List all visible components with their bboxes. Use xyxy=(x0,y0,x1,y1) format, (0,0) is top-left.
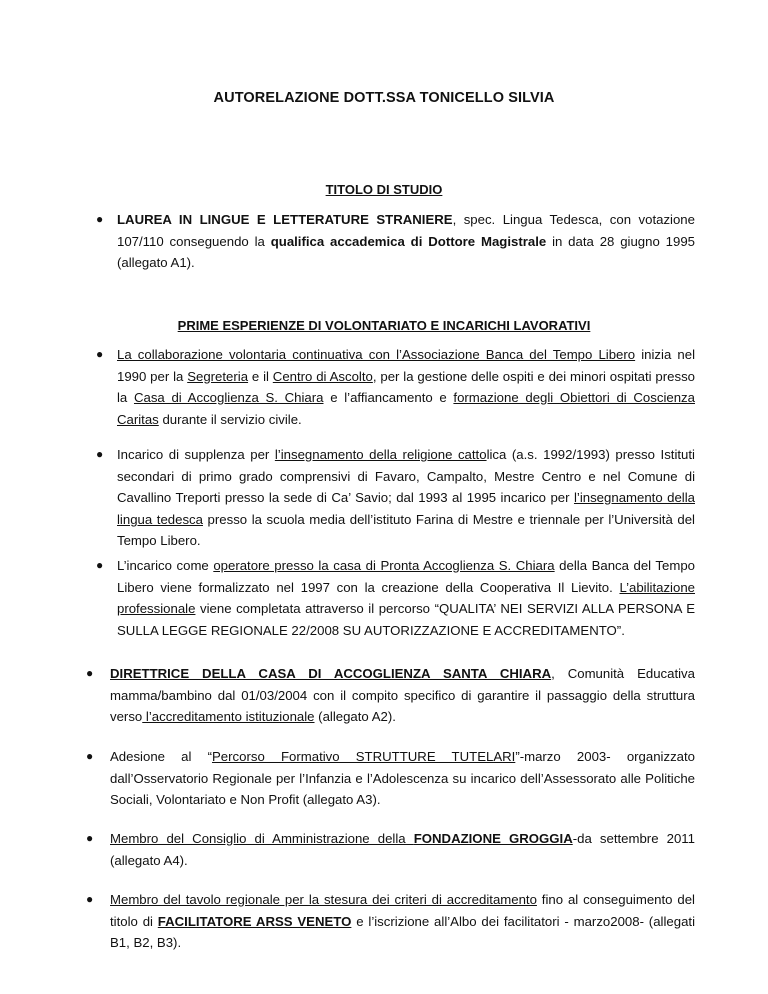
text-segment: Membro del Consiglio di Amministrazione della xyxy=(110,831,414,846)
list-item-board xyxy=(86,828,695,871)
bullet-icon: ● xyxy=(96,212,104,226)
list-item-regional-table xyxy=(86,889,695,954)
text-segment: DIRETTRICE DELLA CASA DI ACCOGLIENZA SANTA CHIARA xyxy=(110,666,552,681)
bullet-icon: ● xyxy=(86,749,94,763)
degree-title: LAUREA IN LINGUE E LETTERATURE STRANIERE xyxy=(117,212,453,227)
bullet-icon: ● xyxy=(96,558,104,572)
bullet-icon: ● xyxy=(86,831,94,845)
bullet-icon: ● xyxy=(86,666,94,680)
text-segment: l’insegnamento della lingua tedesca xyxy=(117,490,695,527)
text-segment: Casa di Accoglienza S. Chiara xyxy=(133,390,324,406)
text-segment: durante il servizio civile. xyxy=(158,411,302,427)
text-segment: FACILITATORE ARSS VENETO xyxy=(157,913,352,929)
text-segment: Segreteria xyxy=(187,368,249,384)
degree-text: , spec. Lingua Tedesca, con votazione 107/110 conseguendo la xyxy=(117,212,695,249)
text-segment: della Banca del Tempo Libero viene formalizzato nel 1997 con la creazione della Cooperativa Il Lievito. xyxy=(117,558,695,595)
list-item-director xyxy=(86,663,695,728)
text-segment: inizia nel 1990 per la xyxy=(117,347,696,384)
text-segment: FONDAZIONE GROGGIA xyxy=(413,831,573,846)
text-segment: l’insegnamento della religione catto xyxy=(274,447,487,462)
text-segment: Adesione al “ xyxy=(110,749,213,764)
text-segment: L’incarico come xyxy=(117,558,214,573)
text-segment: Incarico di supplenza per xyxy=(117,447,275,462)
bullet-icon: ● xyxy=(86,892,94,906)
text-segment: formazione degli Obiettori di Coscienza Caritas xyxy=(117,390,695,427)
section-heading-study: TITOLO DI STUDIO xyxy=(325,182,443,197)
list-item-teaching xyxy=(96,444,695,552)
text-segment: operatore presso la casa di Pronta Accoglienza S. Chiara xyxy=(213,558,555,573)
text-segment: e l’iscrizione all’Albo dei facilitatori - marzo2008- (allegati B1, B2, B3). xyxy=(110,913,695,951)
text-segment: Membro del tavolo regionale per la stesura dei criteri di accreditamento xyxy=(110,892,537,907)
text-segment: presso la scuola media dell’istituto Farina di Mestre e triennale per l’Università del Tempo Libero. xyxy=(117,511,695,549)
list-item-operator xyxy=(96,555,695,641)
degree-date: in data 28 giugno 1995 (allegato A1). xyxy=(117,233,695,271)
bullet-icon: ● xyxy=(96,347,104,361)
text-segment: e l’affiancamento e xyxy=(323,390,454,406)
section-heading-experience: PRIME ESPERIENZE DI VOLONTARIATO E INCARICHI LAVORATIVI xyxy=(177,318,591,333)
text-segment: Percorso Formativo STRUTTURE TUTELARI xyxy=(212,749,516,764)
text-segment: lica (a.s. 1992/1993) presso Istituti secondari di primo grado comprensivi di Favaro, Campalto, Mestre Centro e nel Comune di Cavallino Treporti presso la sede di Ca’ Savio; dal 1993 al 1995 incarico per xyxy=(117,447,695,506)
text-segment: viene completata attraverso il percorso “QUALITA’ NEI SERVIZI ALLA PERSONA E SULLA LEGGE REGIONALE 22/2008 SU AUTORIZZAZIONE E ACCREDITAMENTO”. xyxy=(117,601,695,638)
bullet-icon: ● xyxy=(96,447,104,461)
text-segment: Centro di Ascolto xyxy=(272,368,373,384)
text-segment: l’accreditamento istituzionale xyxy=(142,709,315,725)
text-segment: fino al conseguimento del titolo di xyxy=(110,892,695,929)
document-title: AUTORELAZIONE DOTT.SSA TONICELLO SILVIA xyxy=(213,90,555,106)
text-segment: , Comunità Educativa mamma/bambino dal 01/03/2004 con il compito specifico di garantire il passaggio della struttura verso xyxy=(110,666,695,725)
list-item-degree xyxy=(96,209,695,274)
list-item-volunteer xyxy=(96,344,696,430)
text-segment: (allegato A2). xyxy=(314,709,396,725)
text-segment: , per la gestione delle ospiti e dei minori ospitati presso la xyxy=(117,368,696,406)
text-segment: L’abilitazione professionale xyxy=(117,579,695,617)
text-segment: ”-marzo 2003- organizzato dall’Osservatorio Regionale per l’Infanzia e l’Adolescenza su incarico dell’Assessorato alle Politiche Sociali, Volontariato e Non Profit (allegato A3). xyxy=(110,749,695,808)
degree-qualification: qualifica accademica di Dottore Magistrale xyxy=(270,233,547,249)
list-item-training xyxy=(86,746,695,811)
text-segment: La collaborazione volontaria continuativa con l’Associazione Banca del Tempo Libero xyxy=(117,347,636,362)
text-segment: -da settembre 2011 (allegato A4). xyxy=(110,831,695,868)
text-segment: e il xyxy=(248,368,273,384)
